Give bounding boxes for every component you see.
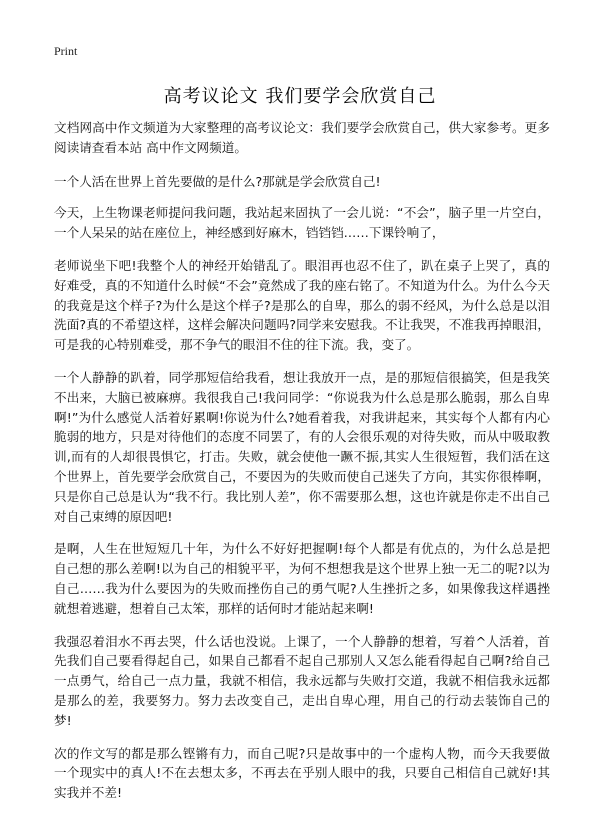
paragraph: 今天，上生物课老师提问我问题，我站起来固执了一会儿说：“不会”，脑子里一片空白，一个人呆呆的站在座位上，神经感到好麻木，铛铛铛……下课铃响了， (54, 205, 550, 241)
article-body (54, 118, 550, 816)
paragraph: 老师说坐下吧!我整个人的神经开始错乱了。眼泪再也忍不住了，趴在桌子上哭了，真的好难受，真的不知道什么时候“不会”竟然成了我的座右铭了。不知道为什么。为什么今天的我竟是这个样子?为什么是这个样子?是那么的自卑，那么的弱不经风，为什么总是以泪洗面?真的不希望这样，这样会解决问题吗?同学来安慰我。不让我哭，不准我再掉眼泪，可是我的心特别难受，那不争气的眼泪不住的往下流。我，变了。 (54, 257, 550, 353)
print-link[interactable]: Print (54, 44, 78, 58)
paragraph: 是啊，人生在世短短几十年，为什么不好好把握啊!每个人都是有优点的，为什么总是把自己想的那么差啊!以为自己的相貌平平，为何不想想我是这个世界上独一无二的呢?以为自己……我为什么要因为的失败而挫伤自己的勇气呢?人生挫折之多，如果像我这样遇挫就想着逃避，想着自己太笨，那样的话何时才能站起来啊! (54, 541, 550, 616)
paragraph: 一个人静静的趴着，同学那短信给我看，想让我放开一点，是的那短信很搞笑，但是我笑不出来，大脑已被麻痹。我很我自己!我问同学：“你说我为什么总是那么脆弱，那么自卑啊!”为什么感觉人活着好累啊!你说为什么?她看着我，对我讲起来，其实每个人都有内心脆弱的地方，只是对待他们的态度不同罢了，有的人会很乐观的对待失败，而从中吸取教训,而有的人却很畏惧它，打击。失败，就会使他一蹶不振,其实人生很短暂，我们活在这个世界上，首先要学会欣赏自己，不要因为的失败而使自己迷失了方向，其实你很棒啊，只是你自己总是认为“我不行。我比别人差”，你不需要那么想，这也许就是你走不出自己对自己束缚的原因吧! (54, 369, 550, 524)
paragraph: 我强忍着泪水不再去哭，什么话也没说。上课了，一个人静静的想着，写着^人活着，首先我们自己要看得起自己，如果自己都看不起自己那别人又怎么能看得起自己啊?给自己一点勇气，给自己一点力量，我就不相信，我永远都与失败打交道，我就不相信我永远都是那么的差，我要努力。努力去改变自己，走出自卑心理，用自己的行动去装饰自己的梦! (54, 633, 550, 728)
document-title: 高考议论文 我们要学会欣赏自己 (163, 86, 437, 107)
paragraph: 次的作文写的都是那么铿锵有力，而自己呢?只是故事中的一个虚构人物，而今天我要做一个现实中的真人!不在去想太多，不再去在乎别人眼中的我，只要自己相信自己就好!其实我并不差! (54, 745, 550, 801)
paragraph: 一个人活在世界上首先要做的是什么?那就是学会欣赏自己! (54, 173, 381, 189)
paragraph-intro: 文档网高中作文频道为大家整理的高考议论文：我们要学会欣赏自己，供大家参考。更多阅读请查看本站 高中作文网频道。 (54, 120, 550, 155)
